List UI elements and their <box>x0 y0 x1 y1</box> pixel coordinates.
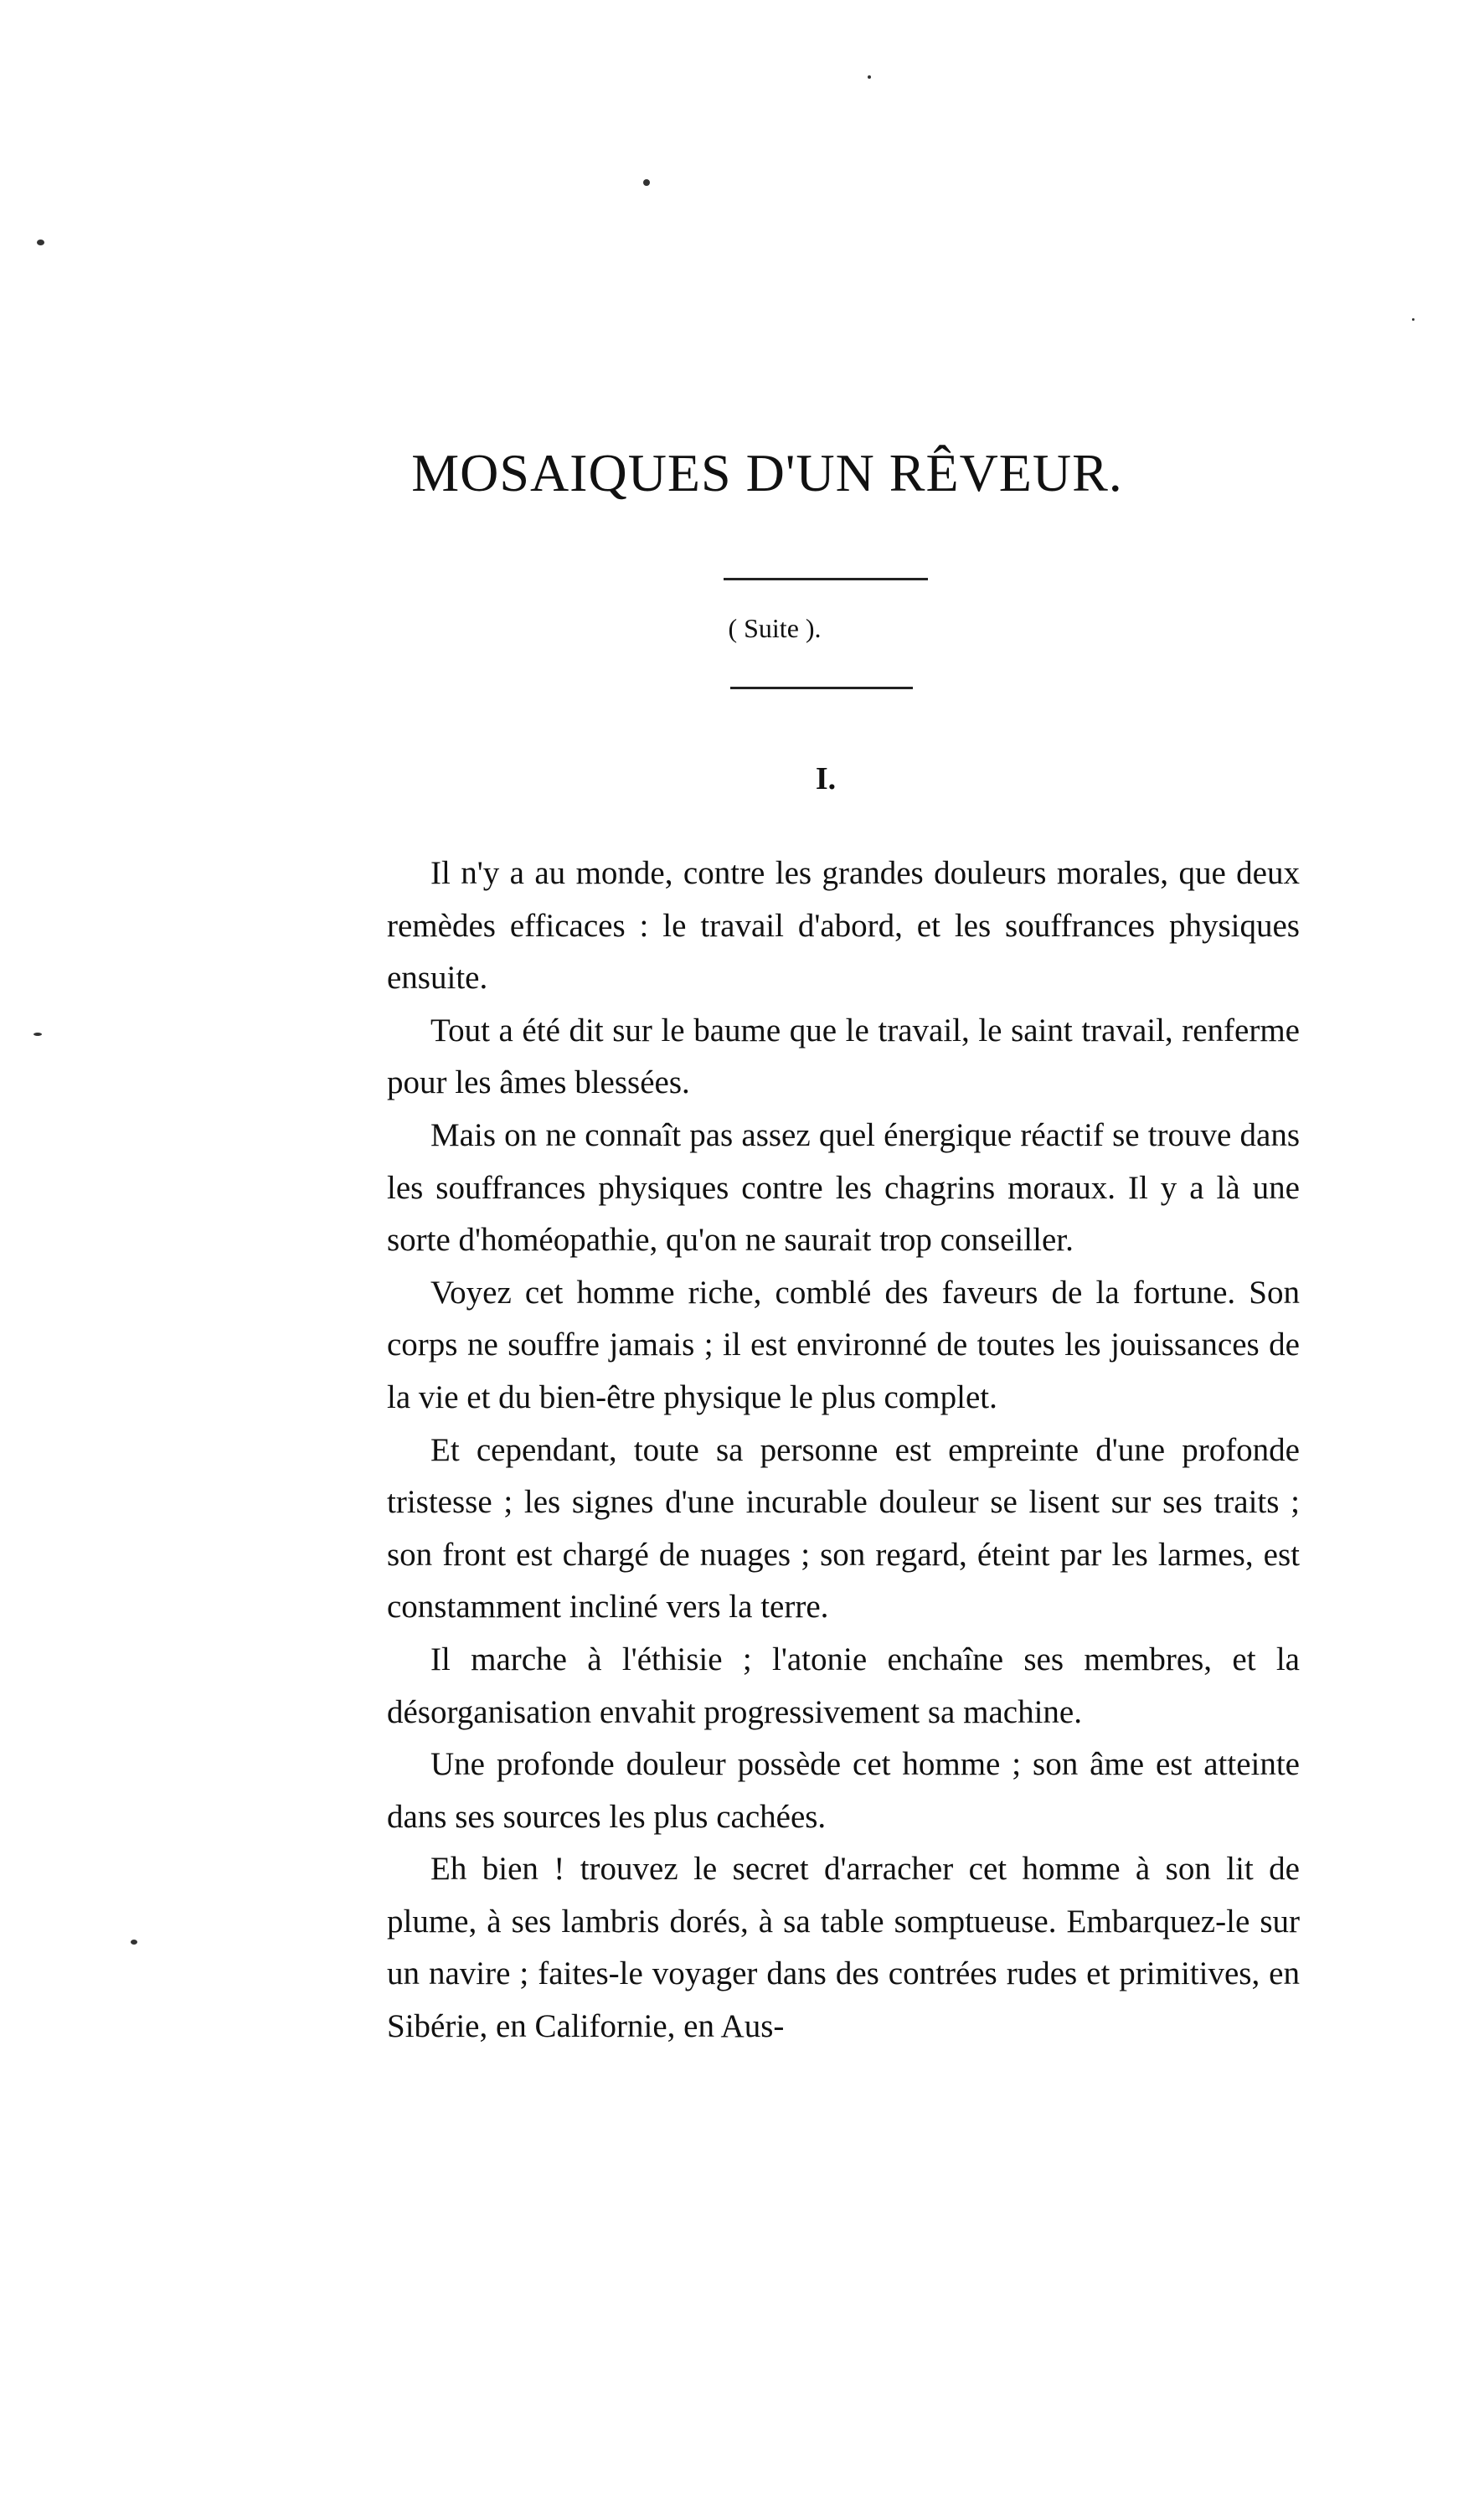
scan-speck <box>868 75 871 79</box>
paragraph: Il marche à l'éthisie ; l'atonie enchaîne ses membres, et la désorganisation envahit progressivement sa machine. <box>387 1641 1300 1730</box>
subtitle-divider <box>730 687 913 689</box>
paragraph: Une profonde douleur possède cet homme ; son âme est atteinte dans ses sources les plus cachées. <box>387 1746 1300 1835</box>
paragraph: Voyez cet homme riche, comblé des faveurs de la fortune. Son corps ne souffre jamais ; il est environné de toutes les jouissances de la vie et du bien-être physique le plus complet. <box>387 1274 1300 1415</box>
scan-speck <box>131 1940 137 1945</box>
body-text <box>387 848 1300 2053</box>
paragraph: Et cependant, toute sa personne est empreinte d'une profonde tristesse ; les signes d'une incurable douleur se lisent sur ses traits ; son front est chargé de nuages ; son regard, éteint par les larmes, est constamment incliné vers la terre. <box>387 1431 1300 1626</box>
page-title: MOSAIQUES D'UN RÊVEUR. <box>411 443 1123 502</box>
title-divider <box>724 578 928 580</box>
paragraph: Mais on ne connaît pas assez quel énergique réactif se trouve dans les souffrances physiques contre les chagrins moraux. Il y a là une sorte d'homéopathie, qu'on ne saurait trop conseiller. <box>387 1116 1300 1259</box>
scan-speck <box>37 240 44 245</box>
scan-speck <box>1412 318 1414 321</box>
scan-speck <box>33 1033 42 1036</box>
paragraph: Eh bien ! trouvez le secret d'arracher cet homme à son lit de plume, à ses lambris dorés, à sa table somptueuse. Embarquez-le sur un navire ; faites-le voyager dans des contrées rudes et primitives, en Sibérie, en Californie, en Aus- <box>387 1851 1300 2045</box>
paragraph: Il n'y a au monde, contre les grandes douleurs morales, que deux remèdes efficaces : le travail d'abord, et les souffrances physiques ensuite. <box>387 855 1300 997</box>
paragraph: Tout a été dit sur le baume que le travail, le saint travail, renferme pour les âmes blessées. <box>387 1012 1300 1101</box>
scan-speck <box>643 179 650 186</box>
section-number: I. <box>815 761 837 796</box>
subtitle: ( Suite ). <box>728 613 822 643</box>
